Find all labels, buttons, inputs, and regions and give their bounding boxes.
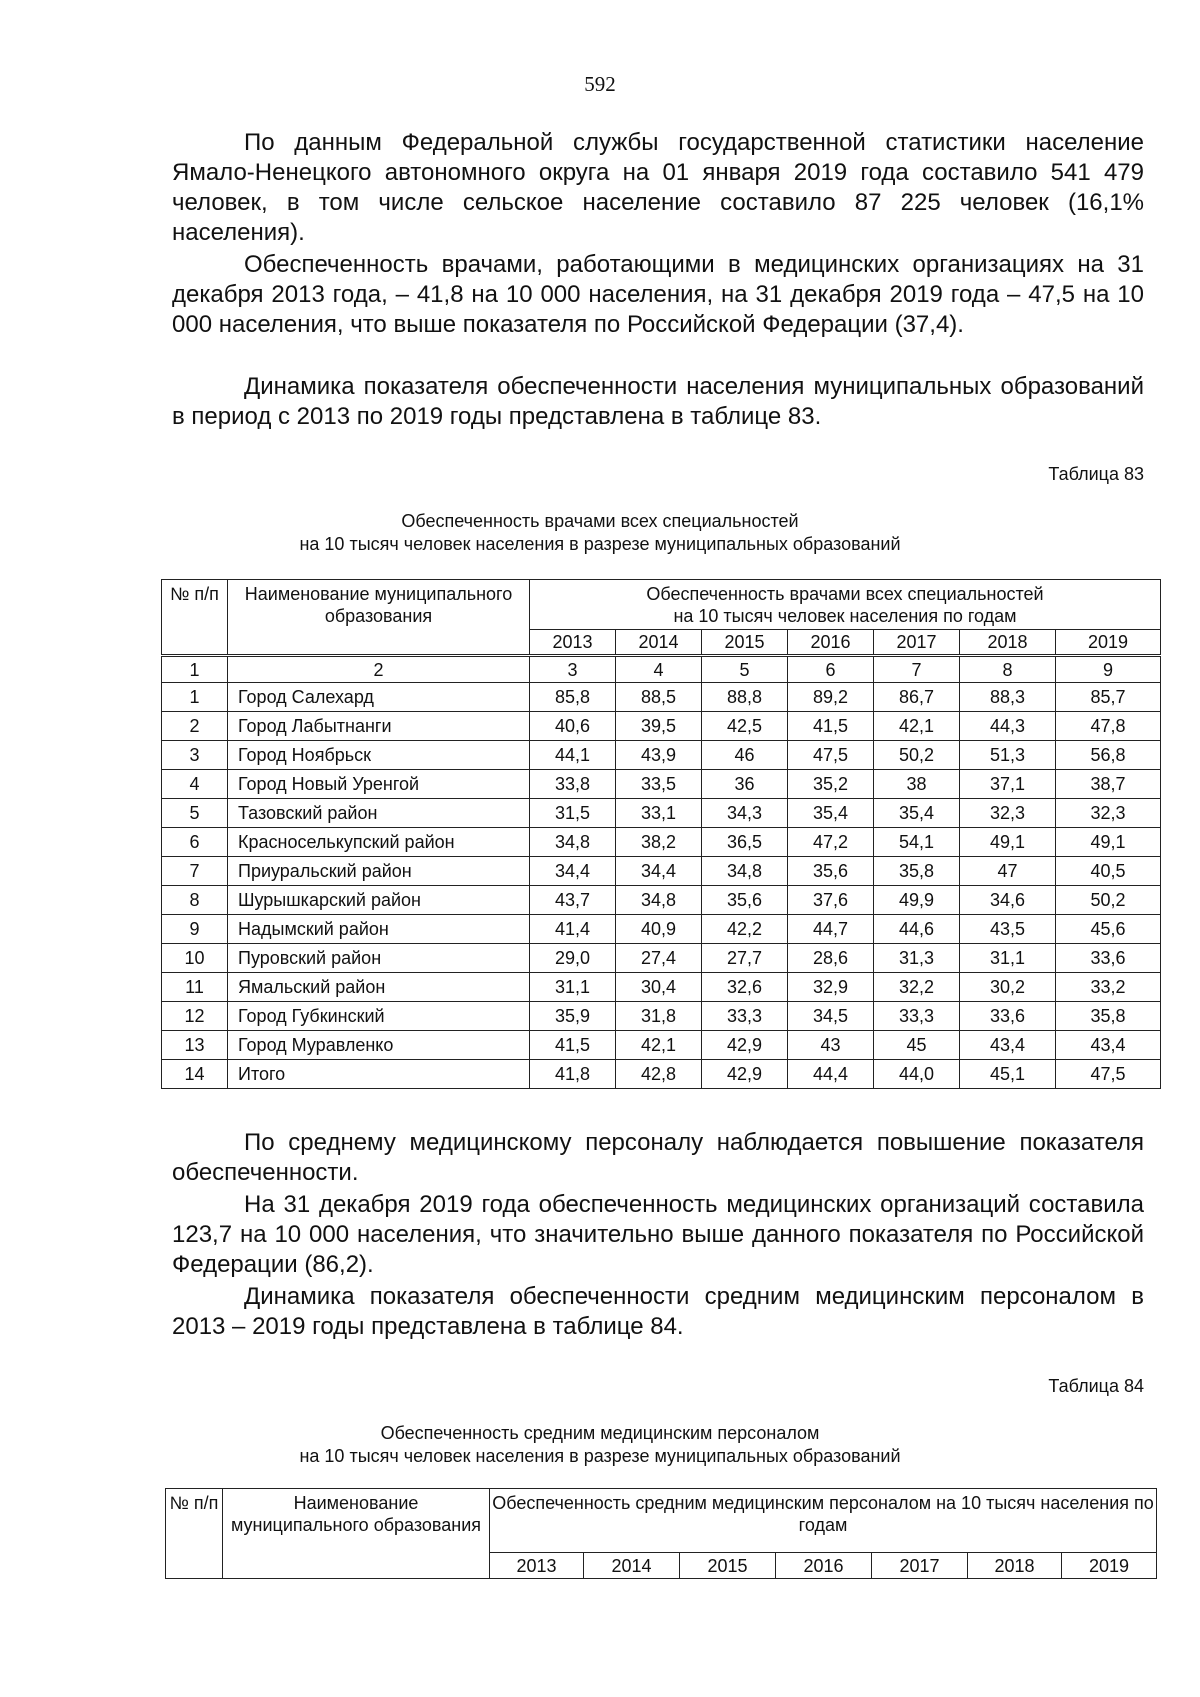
value-cell: 44,0 [874, 1060, 960, 1089]
table83 [161, 579, 1161, 1089]
value-cell: 43,4 [960, 1031, 1056, 1060]
municipality-name: Город Салехард [228, 683, 530, 712]
table83-year-header: 2015 [702, 630, 788, 656]
table83-column-number: 6 [788, 656, 874, 683]
paragraph-doctors: Обеспеченность врачами, работающими в медицинских организациях на 31 декабря 2013 года, – 41,8 на 10 000 населения, на 31 декабря 2019 года – 47,5 на 10 000 населения, что выше показателя по Российской Федерации (37,4). [172, 251, 1144, 338]
table83-caption-line1: Обеспеченность врачами всех специальностей [401, 511, 799, 531]
value-cell: 38 [874, 770, 960, 799]
value-cell: 32,3 [960, 799, 1056, 828]
municipality-name: Город Муравленко [228, 1031, 530, 1060]
value-cell: 31,5 [530, 799, 616, 828]
table83-column-number: 5 [702, 656, 788, 683]
municipality-name: Город Губкинский [228, 1002, 530, 1031]
table84-label: Таблица 84 [1048, 1376, 1144, 1396]
value-cell: 49,9 [874, 886, 960, 915]
value-cell: 50,2 [1056, 886, 1161, 915]
table-row [162, 741, 1161, 770]
value-cell: 31,1 [960, 944, 1056, 973]
table-row [162, 857, 1161, 886]
value-cell: 35,8 [1056, 1002, 1161, 1031]
table83-year-header: 2014 [616, 630, 702, 656]
table-row [162, 683, 1161, 712]
table-row [162, 828, 1161, 857]
row-number: 9 [162, 915, 228, 944]
value-cell: 35,8 [874, 857, 960, 886]
value-cell: 47 [960, 857, 1056, 886]
value-cell: 49,1 [960, 828, 1056, 857]
value-cell: 42,1 [616, 1031, 702, 1060]
table-row [162, 712, 1161, 741]
value-cell: 44,6 [874, 915, 960, 944]
municipality-name: Надымский район [228, 915, 530, 944]
value-cell: 30,4 [616, 973, 702, 1002]
value-cell: 49,1 [1056, 828, 1161, 857]
table83-column-number: 8 [960, 656, 1056, 683]
value-cell: 42,5 [702, 712, 788, 741]
value-cell: 35,2 [788, 770, 874, 799]
value-cell: 85,8 [530, 683, 616, 712]
value-cell: 50,2 [874, 741, 960, 770]
table-row [162, 973, 1161, 1002]
value-cell: 37,1 [960, 770, 1056, 799]
value-cell: 34,8 [702, 857, 788, 886]
value-cell: 45 [874, 1031, 960, 1060]
paragraph-dynamics-83: Динамика показателя обеспеченности населения муниципальных образований в период с 2013 по 2019 годы представлена в таблице 83. [172, 373, 1144, 430]
row-number: 1 [162, 683, 228, 712]
value-cell: 32,2 [874, 973, 960, 1002]
value-cell: 40,6 [530, 712, 616, 741]
table84-caption-line1: Обеспеченность средним медицинским персоналом [380, 1423, 820, 1443]
value-cell: 34,8 [530, 828, 616, 857]
value-cell: 35,4 [788, 799, 874, 828]
value-cell: 40,5 [1056, 857, 1161, 886]
table83-column-number: 7 [874, 656, 960, 683]
value-cell: 45,6 [1056, 915, 1161, 944]
table83-header-num: № п/п [162, 580, 228, 656]
value-cell: 88,5 [616, 683, 702, 712]
value-cell: 44,7 [788, 915, 874, 944]
table-row [162, 944, 1161, 973]
municipality-name: Пуровский район [228, 944, 530, 973]
table84-year-header: 2013 [490, 1553, 584, 1579]
table84-year-header: 2014 [584, 1553, 680, 1579]
row-number: 10 [162, 944, 228, 973]
value-cell: 33,6 [1056, 944, 1161, 973]
value-cell: 27,4 [616, 944, 702, 973]
row-number: 8 [162, 886, 228, 915]
value-cell: 33,2 [1056, 973, 1161, 1002]
table83-year-header: 2016 [788, 630, 874, 656]
table84-header-num: № п/п [166, 1489, 223, 1579]
value-cell: 45,1 [960, 1060, 1056, 1089]
municipality-name: Тазовский район [228, 799, 530, 828]
value-cell: 56,8 [1056, 741, 1161, 770]
value-cell: 32,6 [702, 973, 788, 1002]
row-number: 4 [162, 770, 228, 799]
value-cell: 38,2 [616, 828, 702, 857]
value-cell: 85,7 [1056, 683, 1161, 712]
table84-year-header: 2018 [968, 1553, 1062, 1579]
value-cell: 47,8 [1056, 712, 1161, 741]
municipality-name: Итого [228, 1060, 530, 1089]
value-cell: 41,4 [530, 915, 616, 944]
value-cell: 43,7 [530, 886, 616, 915]
value-cell: 35,4 [874, 799, 960, 828]
value-cell: 35,6 [702, 886, 788, 915]
table83-year-header: 2019 [1056, 630, 1161, 656]
table83-year-header: 2013 [530, 630, 616, 656]
value-cell: 34,4 [616, 857, 702, 886]
row-number: 12 [162, 1002, 228, 1031]
table83-column-number: 3 [530, 656, 616, 683]
value-cell: 89,2 [788, 683, 874, 712]
table-row [162, 770, 1161, 799]
value-cell: 86,7 [874, 683, 960, 712]
table83-header-group-line2: на 10 тысяч человек населения по годам [673, 605, 1017, 626]
value-cell: 47,5 [788, 741, 874, 770]
municipality-name: Ямальский район [228, 973, 530, 1002]
page-number: 592 [584, 72, 616, 96]
value-cell: 43,5 [960, 915, 1056, 944]
value-cell: 42,8 [616, 1060, 702, 1089]
municipality-name: Город Новый Уренгой [228, 770, 530, 799]
paragraph-population: По данным Федеральной службы государственной статистики население Ямало-Ненецкого автономного округа на 01 января 2019 года составило 541 479 человек, в том числе сельское население составило 87 225 человек (16,1% населения). [172, 129, 1144, 246]
value-cell: 31,8 [616, 1002, 702, 1031]
table83-caption-line2: на 10 тысяч человек населения в разрезе муниципальных образований [299, 534, 901, 554]
table84 [165, 1488, 1157, 1579]
value-cell: 42,9 [702, 1031, 788, 1060]
value-cell: 34,3 [702, 799, 788, 828]
value-cell: 42,9 [702, 1060, 788, 1089]
table-row [162, 1031, 1161, 1060]
value-cell: 43 [788, 1031, 874, 1060]
table84-caption-line2: на 10 тысяч человек населения в разрезе муниципальных образований [299, 1446, 901, 1466]
value-cell: 46 [702, 741, 788, 770]
table84-year-header: 2016 [776, 1553, 872, 1579]
row-number: 7 [162, 857, 228, 886]
row-number: 3 [162, 741, 228, 770]
municipality-name: Красноселькупский район [228, 828, 530, 857]
table-row [162, 1060, 1161, 1089]
table83-header-name: Наименование муниципального образования [228, 580, 530, 656]
table83-label: Таблица 83 [1048, 464, 1144, 484]
table84-year-header: 2019 [1062, 1553, 1157, 1579]
value-cell: 32,3 [1056, 799, 1161, 828]
value-cell: 27,7 [702, 944, 788, 973]
value-cell: 35,9 [530, 1002, 616, 1031]
value-cell: 42,1 [874, 712, 960, 741]
row-number: 14 [162, 1060, 228, 1089]
row-number: 11 [162, 973, 228, 1002]
table84-caption [0, 1422, 1200, 1468]
table-row [162, 1002, 1161, 1031]
table83-column-number: 1 [162, 656, 228, 683]
value-cell: 37,6 [788, 886, 874, 915]
value-cell: 43,9 [616, 741, 702, 770]
table83-column-number: 4 [616, 656, 702, 683]
value-cell: 47,5 [1056, 1060, 1161, 1089]
value-cell: 33,1 [616, 799, 702, 828]
value-cell: 33,3 [702, 1002, 788, 1031]
table-row [162, 915, 1161, 944]
value-cell: 34,8 [616, 886, 702, 915]
paragraph-dynamics-84: Динамика показателя обеспеченности средним медицинским персоналом в 2013 – 2019 годы представлена в таблице 84. [172, 1283, 1144, 1340]
value-cell: 33,5 [616, 770, 702, 799]
paragraph-nurses-2019: На 31 декабря 2019 года обеспеченность медицинских организаций составила 123,7 на 10 000 населения, что значительно выше данного показателя по Российской Федерации (86,2). [172, 1191, 1144, 1278]
municipality-name: Город Ноябрьск [228, 741, 530, 770]
value-cell: 43,4 [1056, 1031, 1161, 1060]
paragraph-nurses: По среднему медицинскому персоналу наблюдается повышение показателя обеспеченности. [172, 1129, 1144, 1186]
table-row [162, 886, 1161, 915]
value-cell: 34,6 [960, 886, 1056, 915]
value-cell: 47,2 [788, 828, 874, 857]
row-number: 6 [162, 828, 228, 857]
value-cell: 44,4 [788, 1060, 874, 1089]
value-cell: 31,3 [874, 944, 960, 973]
table83-column-number: 2 [228, 656, 530, 683]
value-cell: 42,2 [702, 915, 788, 944]
table83-header-group-line1: Обеспеченность врачами всех специальностей [646, 583, 1044, 604]
municipality-name: Шурышкарский район [228, 886, 530, 915]
value-cell: 44,1 [530, 741, 616, 770]
value-cell: 33,6 [960, 1002, 1056, 1031]
value-cell: 36,5 [702, 828, 788, 857]
value-cell: 29,0 [530, 944, 616, 973]
table84-year-header: 2017 [872, 1553, 968, 1579]
table83-header-group [530, 580, 1161, 630]
value-cell: 35,6 [788, 857, 874, 886]
row-number: 5 [162, 799, 228, 828]
value-cell: 40,9 [616, 915, 702, 944]
table83-caption [0, 510, 1200, 556]
value-cell: 41,5 [788, 712, 874, 741]
table84-year-header: 2015 [680, 1553, 776, 1579]
value-cell: 31,1 [530, 973, 616, 1002]
municipality-name: Приуральский район [228, 857, 530, 886]
value-cell: 38,7 [1056, 770, 1161, 799]
value-cell: 88,3 [960, 683, 1056, 712]
municipality-name: Город Лабытнанги [228, 712, 530, 741]
table83-column-number: 9 [1056, 656, 1161, 683]
value-cell: 33,8 [530, 770, 616, 799]
value-cell: 32,9 [788, 973, 874, 1002]
value-cell: 34,4 [530, 857, 616, 886]
value-cell: 33,3 [874, 1002, 960, 1031]
value-cell: 28,6 [788, 944, 874, 973]
value-cell: 36 [702, 770, 788, 799]
value-cell: 51,3 [960, 741, 1056, 770]
table83-year-header: 2018 [960, 630, 1056, 656]
value-cell: 41,5 [530, 1031, 616, 1060]
row-number: 13 [162, 1031, 228, 1060]
value-cell: 44,3 [960, 712, 1056, 741]
table84-header-name: Наименование муниципального образования [223, 1489, 490, 1579]
table84-header-group: Обеспеченность средним медицинским персоналом на 10 тысяч населения по годам [490, 1489, 1157, 1553]
value-cell: 39,5 [616, 712, 702, 741]
table83-year-header: 2017 [874, 630, 960, 656]
value-cell: 30,2 [960, 973, 1056, 1002]
value-cell: 54,1 [874, 828, 960, 857]
value-cell: 88,8 [702, 683, 788, 712]
table-row [162, 799, 1161, 828]
row-number: 2 [162, 712, 228, 741]
value-cell: 34,5 [788, 1002, 874, 1031]
value-cell: 41,8 [530, 1060, 616, 1089]
